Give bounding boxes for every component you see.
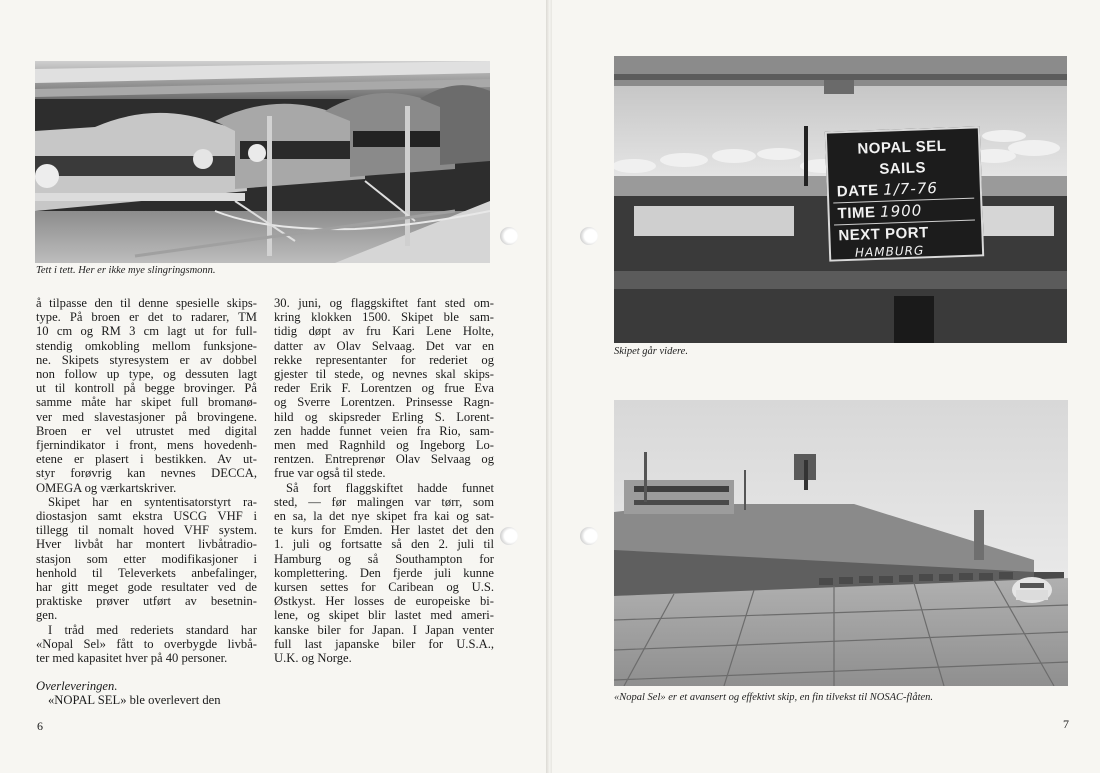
- text-line: å tilpasse den til denne spesielle skips-: [36, 296, 257, 310]
- text-line: datter av Olav Selvaag. Det var en: [274, 338, 494, 353]
- sign-time-label: TIME: [837, 204, 876, 223]
- text-line: non follow up type, og dessuten lagt: [36, 367, 257, 382]
- text-line: har gitt meget gode resultater ved de: [36, 580, 257, 595]
- sign-line-1: NOPAL SEL: [857, 137, 947, 158]
- sign-next-port-label: NEXT PORT: [838, 224, 930, 245]
- text-line: styr forøvrig kan nevnes DECCA,: [36, 466, 257, 481]
- left-page: [0, 0, 548, 773]
- sign-next-port-value: HAMBURG: [854, 243, 925, 260]
- sign-date-value: 1/7-76: [882, 178, 939, 199]
- binder-hole-bottom-right: [580, 527, 598, 545]
- text-line: stendig omkobling mellom funksjone-: [36, 338, 257, 353]
- text-line: «Nopal Sel» fått to overbygde livbå-: [36, 636, 257, 651]
- text-line: henhold til Televerkets anbefalinger,: [36, 565, 257, 580]
- text-line: samme måte har skipet full bromanø-: [36, 395, 257, 410]
- text-line: stasjon som etter modifikasjoner i: [36, 551, 257, 566]
- text-line: kanske biler for Japan. I Japan venter: [274, 622, 494, 637]
- text-line: tidig døpt av fru Kari Lene Holte,: [274, 324, 494, 339]
- text-line: ne. Skipets styresystem er av dobbel: [36, 352, 257, 367]
- text-line: zen hadde funnet veien fra Rio, sam-: [274, 423, 494, 438]
- ship-at-port-photo: [614, 400, 1068, 686]
- text-line: 1. juli og fortsatte så den 2. juli til: [274, 537, 494, 552]
- sailing-caption: Skipet går videre.: [614, 346, 688, 357]
- binder-hole-top-right: [580, 227, 598, 245]
- car-deck-photo: [35, 61, 490, 263]
- column-2-paragraphs: [274, 296, 494, 665]
- binder-hole-top-left: [500, 227, 518, 245]
- text-column-2: [274, 296, 494, 665]
- right-page: [552, 0, 1100, 773]
- text-line: etene er plasert i bestikken. Av ut-: [36, 452, 257, 467]
- car-deck-caption: Tett i tett. Her er ikke mye slingringsmonn.: [36, 265, 216, 276]
- text-line: frue var også til stede.: [274, 466, 386, 481]
- text-line: hild og skipsreder Erling S. Lorent-: [274, 409, 494, 424]
- text-line: Så fort flaggskiftet hadde funnet: [286, 480, 494, 495]
- text-line: komplettering. Den fjerde juli kunne: [274, 565, 494, 580]
- text-line: 30. juni, og flaggskiftet fant sted om-: [274, 296, 494, 310]
- text-line: rentzen. Entreprenør Olav Selvaag og: [274, 452, 494, 467]
- text-line: kring klokken 1500. Skipet ble sam-: [274, 310, 494, 325]
- text-line: ver med slavestasjoner på brovingene.: [36, 409, 257, 424]
- text-line: ter med kapasitet hver på 40 personer.: [36, 651, 228, 666]
- text-column-1: [36, 296, 257, 708]
- sign-line-2: SAILS: [878, 159, 927, 178]
- page-number-left: 6: [37, 719, 43, 733]
- sign-date-label: DATE: [836, 181, 879, 201]
- sign-time-value: 1900: [879, 201, 923, 221]
- text-line: Hver livbåt har montert livbåtradio-: [36, 537, 257, 552]
- text-line: gjester til stede, og nevnes skal skips-: [274, 367, 494, 382]
- text-line: diostasjon samt ekstra USCG VHF i: [36, 509, 257, 524]
- text-line: praktiske prøver utført av besetnin-: [36, 594, 257, 609]
- text-line: men med Ragnhild og Ingeborg Lo-: [274, 438, 494, 453]
- ship-caption: «Nopal Sel» er et avansert og effektivt skip, en fin tilvekst til NOSAC-flåten.: [614, 692, 934, 703]
- text-line: Østkyst. Her losses de europeiske bi-: [274, 594, 494, 609]
- text-line: full last japanske biler for U.S.A.,: [274, 636, 494, 651]
- text-line: I tråd med rederiets standard har: [48, 622, 257, 637]
- text-line: kursen settes for Caribean og U.S.: [274, 580, 494, 595]
- text-line: OMEGA og værkartskriver.: [36, 480, 177, 495]
- text-line: lene, og skipet blir lastet med ameri-: [274, 608, 494, 623]
- text-line: Skipet har en syntentisatorstyrt ra-: [48, 494, 257, 509]
- sailing-sign-photo: [614, 56, 1067, 343]
- text-line: sted, — før malingen var tørr, som: [274, 494, 494, 509]
- text-line: en sa, la det nye skipet fra kai og sat-: [274, 509, 494, 524]
- text-line: fjernindikator i front, mens hovedenh-: [36, 438, 257, 453]
- column-1-paragraphs: [36, 296, 257, 665]
- text-line: Hamburg og så Southampton for: [274, 551, 494, 566]
- text-line: U.K. og Norge.: [274, 651, 352, 666]
- text-line: rekke representanter for rederiet og: [274, 352, 494, 367]
- page-number-right: 7: [1063, 717, 1069, 731]
- closing-line: «NOPAL SEL» ble overlevert den: [48, 693, 221, 708]
- binder-hole-bottom-left: [500, 527, 518, 545]
- text-line: 10 cm og RM 3 cm lagt ut for full-: [36, 324, 257, 339]
- text-line: te kurs for Emden. Her lastet det den: [274, 523, 494, 538]
- text-line: type. På broen er det to radarer, TM: [36, 310, 257, 325]
- text-line: og Sverre Lorentzen. Prinsesse Ragn-: [274, 395, 494, 410]
- text-line: gen.: [36, 608, 58, 623]
- text-line: reder Erik F. Lorentzen og frue Eva: [274, 381, 494, 396]
- text-line: Broen er vel utrustet med digital: [36, 423, 257, 438]
- text-line: ut til kontroll på begge brovinger. På: [36, 381, 257, 396]
- text-line: tillegg til nomalt hoved VHF system.: [36, 523, 257, 538]
- subheading-overleveringen: Overleveringen.: [36, 679, 118, 694]
- sailing-sign: [825, 126, 984, 261]
